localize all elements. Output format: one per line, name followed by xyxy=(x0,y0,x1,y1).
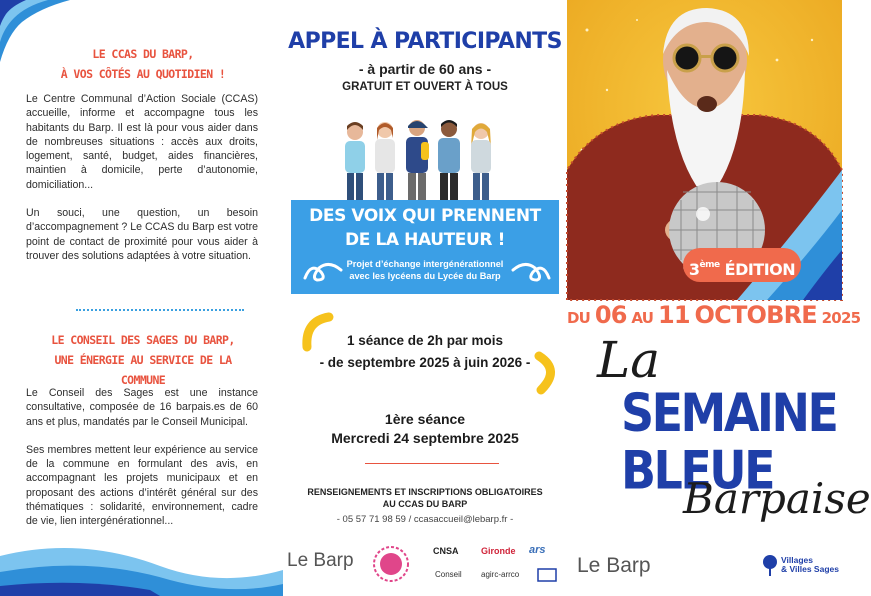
dates-month: OCTOBRE xyxy=(694,301,817,329)
sages-paragraph-2: Ses membres mettent leur expérience au service de la commune en formulant des avis, en accompagnant les projets municipaux et en proposant des actions d’intérêt général sur des thématiques : solidarité, environnement, cadre de vie, lien intergénérationnel... xyxy=(26,443,258,528)
dates-au: AU xyxy=(631,309,654,327)
edition-suffix: ème xyxy=(699,260,720,270)
logo-villages xyxy=(781,556,839,574)
logo-conseil: Conseil xyxy=(435,570,462,579)
first-session-line1: 1ère séance xyxy=(384,411,466,427)
contact-info: - 05 57 71 98 59 / ccasaccueil@lebarp.fr - xyxy=(336,514,514,525)
sages-heading xyxy=(30,330,256,390)
registration-line1: RENSEIGNEMENTS ET INSCRIPTIONS OBLIGATOIRES xyxy=(307,487,543,497)
ccas-heading xyxy=(30,44,256,84)
students-illustration xyxy=(335,118,515,202)
seance-line1: 1 séance de 2h par mois xyxy=(346,333,504,348)
ccas-paragraph-2: Un souci, une question, un besoin d’accompagnement ? Le CCAS du Barp est votre point de contact de proximité pour vous aider à trouver des solutions adaptées à votre situation. xyxy=(26,207,259,262)
dates-du: DU xyxy=(567,309,591,327)
edition-word: ÉDITION xyxy=(724,260,796,279)
ccas-paragraph-1: Le Centre Communal d’Action Sociale (CCAS) accueille, informe et accompagne tous les habitants du Barp. Il est là pour vous aider dans de nombreuses situations : accès aux droits, logement, santé, budget, aides financières, maintien à domicile, perte d’autonomie, domiciliation... xyxy=(26,93,258,191)
logo-villages-line1: Villages xyxy=(781,555,813,565)
logo-lebarp-cover: Le Barp xyxy=(577,554,651,577)
first-session-line2: Mercredi 24 septembre 2025 xyxy=(331,430,519,446)
ccas-heading-line2: À VOS CÔTÉS AU QUOTIDIEN ! xyxy=(60,67,226,81)
villages-tree-icon xyxy=(761,554,779,578)
panel-appel xyxy=(283,0,567,596)
logo-lebarp: Le Barp xyxy=(287,550,354,571)
red-divider xyxy=(365,463,499,464)
swirl-right-icon xyxy=(511,260,551,286)
title-bleue: BLEUE xyxy=(621,439,774,502)
free-open-notice: GRATUIT ET OUVERT À TOUS xyxy=(342,81,508,93)
title-la: La xyxy=(597,331,661,389)
sages-text xyxy=(26,386,258,543)
logo-gironde: Gironde xyxy=(481,546,516,556)
ccas-heading-line1: LE CCAS DU BARP, xyxy=(92,47,194,61)
registration-info xyxy=(283,486,567,510)
sages-paragraph-1: Le Conseil des Sages est une instance consultative, composée de 16 barpais.es de 60 ans et plus, mandatés par le Conseil Municipal. xyxy=(26,387,258,428)
edition-badge xyxy=(683,248,801,282)
voix-banner xyxy=(291,200,559,294)
panel-cover xyxy=(567,0,871,596)
logo-villages-line2: & Villes Sages xyxy=(781,564,839,574)
logo-pink-stamp-icon xyxy=(369,544,413,584)
projet-line1: Projet d’échange intergénérationnel xyxy=(346,259,504,269)
logo-small-badge-icon xyxy=(537,568,557,582)
logo-cnsa: CNSA xyxy=(433,546,459,556)
title-barpaise: Barpaise xyxy=(683,474,871,523)
voix-heading-line1: DES VOIX QUI PRENNENT xyxy=(309,206,541,226)
title-semaine: SEMAINE xyxy=(621,381,837,444)
seance-info xyxy=(283,330,567,374)
logo-agirc: agirc-arrco xyxy=(481,570,520,579)
sages-heading-line1: LE CONSEIL DES SAGES DU BARP, xyxy=(51,333,235,347)
seance-line2: - de septembre 2025 à juin 2026 - xyxy=(319,355,531,370)
edition-number: 3 xyxy=(688,260,700,279)
cover-logos xyxy=(567,548,842,596)
voix-heading-line2: DE LA HAUTEUR ! xyxy=(345,230,505,250)
registration-line2: AU CCAS DU BARP xyxy=(382,499,468,509)
ccas-text xyxy=(26,92,258,277)
logo-ars: ars xyxy=(529,544,546,556)
dates-day2: 11 xyxy=(657,301,690,329)
sages-heading-line2: UNE ÉNERGIE AU SERVICE DE LA COMMUNE xyxy=(54,353,232,387)
appel-heading: APPEL À PARTICIPANTS xyxy=(288,29,562,54)
swirl-left-icon xyxy=(303,260,343,286)
partner-logos xyxy=(283,540,567,590)
panel-ccas xyxy=(0,0,283,596)
dates-year: 2025 xyxy=(821,309,861,327)
event-dates xyxy=(567,301,861,329)
dates-day1: 06 xyxy=(594,301,627,329)
projet-line2: avec les lycéens du Lycée du Barp xyxy=(349,271,501,281)
first-session xyxy=(283,410,567,448)
dotted-divider xyxy=(76,309,244,311)
age-requirement: - à partir de 60 ans - xyxy=(358,61,492,77)
